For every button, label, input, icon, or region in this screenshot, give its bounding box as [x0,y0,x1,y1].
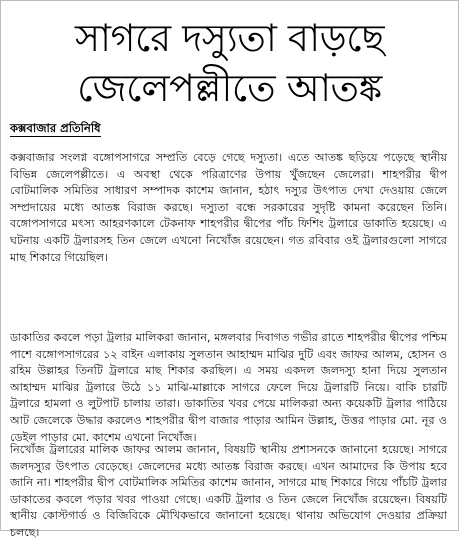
paragraph-2: ডাকাতির কবলে পড়া ট্রলার মালিকরা জানান, মঙ্গলবার দিবাগত গভীর রাতে শাহপরীর দ্বীপের পশ্চিম পাশে বঙ্গোপসাগরের ১২ বাইন এলাকায় সুলতান আহাম্মদ মাঝির দুটি এবং জাফর আলম, হোসন ও রহিম উল্লাহর তিনটি ট্রলারে মাছ শিকার করছিল। এ সময় একদল জলদস্যু হানা দিয়ে সুলতান আহাম্মদ মাঝির ট্রলারে উঠে ১১ মাঝি-মাল্লাকে সাগরে ফেলে দিয়ে ট্রলারটি নিয়ে। বাকি চারটি ট্রলারে হামলা ও লুটপাট চালায় তারা। ডাকাতির খবর পেয়ে মালিকরা অন্য কয়েকটি ট্রলার পাঠিয়ে আট জেলেকে উদ্ধার করলেও শাহপরীর দ্বীপ বাজার পাড়ার আমিন উল্লাহ, উত্তর পাড়ার মো. নূর ও ডেইল পাড়ার মো. কাশেম এখনো নিখোঁজ। [10,331,447,444]
paragraph-3: নিখোঁজ ট্রলারের মালিক জাফর আলম জানান, বিষয়টি স্থানীয় প্রশাসনকে জানানো হয়েছে। সাগরে জলদস্যুর উৎপাত বেড়েছে। জেলেদের মধ্যে আতঙ্ক বিরাজ করছে। এখন আমাদের কি উপায় হবে জানি না। শাহপরীর দ্বীপ বোটমালিক সমিতির কাশেম জানান, সাগরে মাছ শিকারে গিয়ে পাঁচটি ট্রলার ডাকাতের কবলে পড়ার খবর পাওয়া গেছে। একটি ট্রলার ও তিন জেলে নিখোঁজ রয়েছেন। বিষয়টি স্থানীয় কোস্টগার্ড ও বিজিবিকে মৌখিকভাবে জানানো হয়েছে। থানায় অভিযোগ দেওয়ার প্রক্রিয়া চলছে। [10,443,447,539]
headline-line-2: জেলেপল্লীতে আতঙ্ক [77,66,382,110]
headline-line-1: সাগরে দস্যুতা বাড়ছে [74,16,385,60]
paragraph-1: কক্সবাজার সংলগ্ন বঙ্গোপসাগরে সম্প্রতি বেড়ে গেছে দস্যুতা। এতে আতঙ্ক ছড়িয়ে পড়েছে স্থানীয় বিভিন্ন জেলেপল্লীতে। এ অবস্থা থেকে পরিত্রাণের উপায় খুঁজছেন জেলেরা। শাহপরীর দ্বীপ বোটমালিক সমিতির সাধারণ সম্পাদক কাশেম জানান, হঠাৎ দস্যুর উৎপাত দেখা দেওয়ায় জেলে সম্প্রদায়ের মধ্যে আতঙ্ক বিরাজ করছে। দস্যুতা বন্ধে সরকারের সুদৃষ্টি কামনা করেছেন তিনি। বঙ্গোপসাগরে মৎস্য আহরণকালে টেকনাফ শাহপরীর দ্বীপের পাঁচ ফিশিং ট্রলারে ডাকাতি হয়েছে। এ ঘটনায় একটি ট্রলারসহ তিন জেলে এখনো নিখোঁজ রয়েছেন। গত রবিবার ওই ট্রলারগুলো সাগরে মাছ শিকারে গিয়েছিল। [10,151,447,264]
byline: কক্সবাজার প্রতিনিধি [10,121,101,135]
